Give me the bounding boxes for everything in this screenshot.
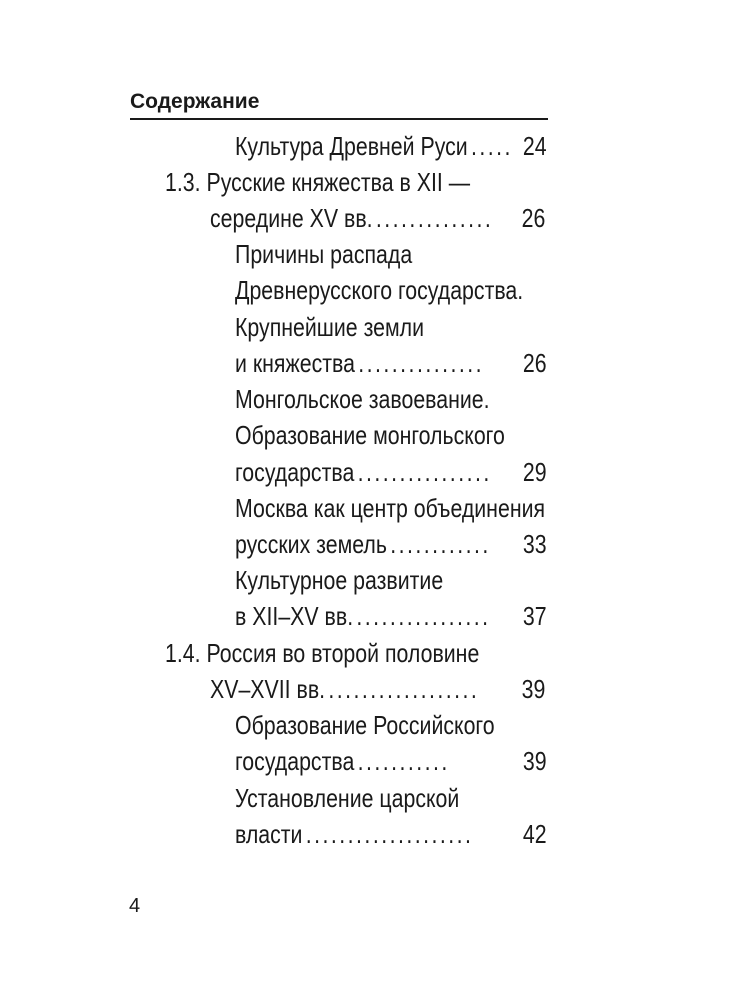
- toc-entry-text: Москва как центр объединения: [235, 493, 546, 523]
- toc-page-number: 37: [522, 601, 547, 631]
- toc-entry-text: и княжества: [235, 348, 355, 378]
- toc-leader-dots: .....: [470, 131, 513, 161]
- toc-entry-text: Крупнейшие земли: [235, 312, 424, 342]
- toc-entry-text: Культурное развитие: [235, 565, 444, 595]
- toc-leader-dots: ...........: [357, 746, 450, 776]
- toc-entry-text: 1.3. Русские княжества в XII —: [165, 167, 471, 197]
- toc-page-number: 33: [522, 529, 547, 559]
- toc-leader-dots: ...............: [358, 348, 485, 378]
- toc-entry: [235, 812, 547, 856]
- toc-header: [130, 88, 548, 120]
- toc-leader-dots: ................: [356, 601, 491, 631]
- toc-entry-text: русских земель: [235, 529, 387, 559]
- toc-leader-dots: ....................: [305, 819, 474, 849]
- toc-entry-text: власти: [235, 819, 303, 849]
- toc-entry-text: Установление царской: [235, 783, 460, 813]
- toc-title: Содержание: [130, 90, 260, 113]
- toc-page-number: 42: [522, 819, 547, 849]
- toc-entry-text: XV–XVII вв.: [210, 674, 326, 704]
- toc-page-number: 26: [521, 203, 546, 233]
- toc-entry-text: 1.4. Россия во второй половине: [165, 638, 480, 668]
- toc-entry-text: Причины распада: [235, 239, 413, 269]
- toc-page-number: 29: [522, 457, 547, 487]
- toc-page-number: 26: [522, 348, 547, 378]
- toc-page-number: 39: [521, 674, 546, 704]
- toc-entry-text: Культура Древней Руси: [235, 131, 468, 161]
- toc-leader-dots: ............: [390, 529, 491, 559]
- toc-entry-text: Монгольское завоевание.: [235, 384, 490, 414]
- toc-entry-text: государства: [235, 457, 355, 487]
- toc-leader-dots: ..................: [328, 674, 480, 704]
- toc-entry-text: Образование Российского: [235, 710, 495, 740]
- toc-entry-text: в XII–XV вв.: [235, 601, 354, 631]
- toc-page-number: 24: [522, 131, 547, 161]
- toc-entry-text: Образование монгольского: [235, 420, 505, 450]
- toc-entry-text: Древнерусского государства.: [235, 275, 524, 305]
- toc-entry-text: государства: [235, 746, 355, 776]
- toc-entry-text: середине XV вв.: [210, 203, 373, 233]
- toc-page-number: 39: [522, 746, 547, 776]
- folio-page-number: 4: [129, 895, 141, 917]
- toc-leader-dots: ................: [357, 457, 492, 487]
- toc-leader-dots: ..............: [375, 203, 494, 233]
